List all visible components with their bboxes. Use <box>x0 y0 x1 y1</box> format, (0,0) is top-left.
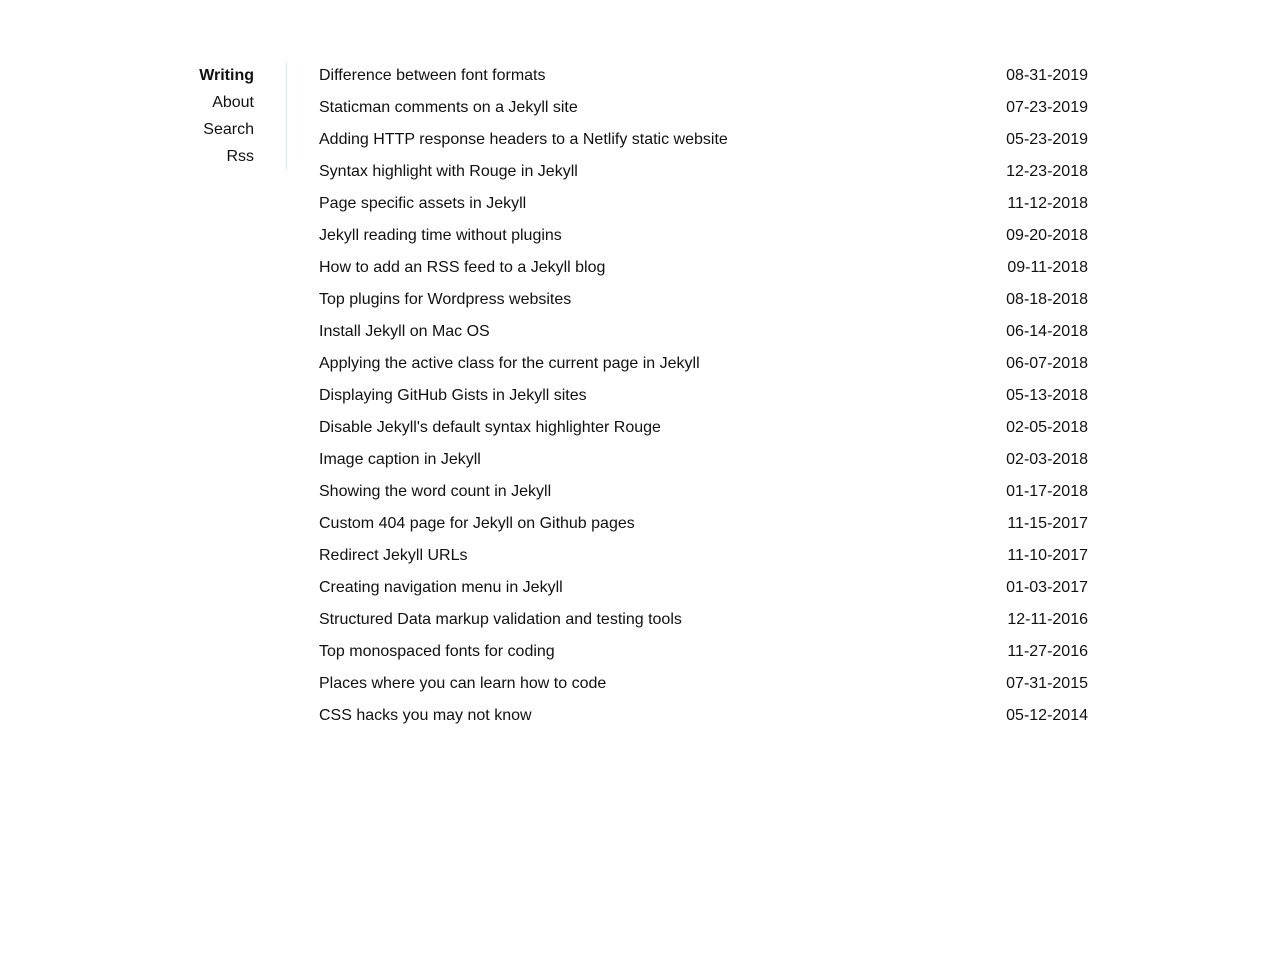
post-row <box>319 284 1088 316</box>
post-date: 07-23-2019 <box>1006 99 1088 116</box>
post-title-link[interactable]: Difference between font formats <box>319 67 546 84</box>
post-date: 05-12-2014 <box>1006 707 1088 724</box>
post-row <box>319 156 1088 188</box>
post-date: 02-05-2018 <box>1006 419 1088 436</box>
post-date: 06-07-2018 <box>1006 355 1088 372</box>
post-title-link[interactable]: Redirect Jekyll URLs <box>319 547 468 564</box>
post-list <box>287 60 1088 732</box>
post-date: 09-20-2018 <box>1006 227 1088 244</box>
post-date: 11-10-2017 <box>1007 547 1088 564</box>
post-title-link[interactable]: Displaying GitHub Gists in Jekyll sites <box>319 387 587 404</box>
post-date: 06-14-2018 <box>1006 323 1088 340</box>
post-title-link[interactable]: Places where you can learn how to code <box>319 675 607 692</box>
post-date: 09-11-2018 <box>1007 259 1088 276</box>
post-title-link[interactable]: Install Jekyll on Mac OS <box>319 323 490 340</box>
post-title-link[interactable]: Applying the active class for the current page in Jekyll <box>319 355 700 372</box>
post-row <box>319 348 1088 380</box>
post-date: 08-18-2018 <box>1006 291 1088 308</box>
sidebar-nav <box>192 62 287 170</box>
post-date: 02-03-2018 <box>1006 451 1088 468</box>
nav-items <box>192 89 254 170</box>
post-row <box>319 444 1088 476</box>
post-row <box>319 92 1088 124</box>
post-row <box>319 668 1088 700</box>
post-title-link[interactable]: Custom 404 page for Jekyll on Github pages <box>319 515 635 532</box>
post-title-link[interactable]: Adding HTTP response headers to a Netlify static website <box>319 131 728 148</box>
post-date: 05-13-2018 <box>1006 387 1088 404</box>
post-row <box>319 476 1088 508</box>
post-date: 11-27-2016 <box>1007 643 1088 660</box>
post-row <box>319 220 1088 252</box>
post-title-link[interactable]: Structured Data markup validation and testing tools <box>319 611 682 628</box>
post-date: 11-15-2017 <box>1007 515 1088 532</box>
post-title-link[interactable]: Page specific assets in Jekyll <box>319 195 527 212</box>
post-row <box>319 572 1088 604</box>
post-date: 12-23-2018 <box>1006 163 1088 180</box>
post-row <box>319 700 1088 732</box>
nav-item-writing[interactable]: Writing <box>199 67 254 84</box>
post-row <box>319 412 1088 444</box>
post-row <box>319 252 1088 284</box>
nav-item-rss[interactable]: Rss <box>226 148 254 165</box>
post-row <box>319 636 1088 668</box>
post-title-link[interactable]: Disable Jekyll's default syntax highlighter Rouge <box>319 419 661 436</box>
post-title-link[interactable]: Creating navigation menu in Jekyll <box>319 579 563 596</box>
post-row <box>319 508 1088 540</box>
post-date: 01-17-2018 <box>1006 483 1088 500</box>
post-date: 12-11-2016 <box>1007 611 1088 628</box>
post-row <box>319 60 1088 92</box>
post-date: 11-12-2018 <box>1007 195 1088 212</box>
post-date: 08-31-2019 <box>1006 67 1088 84</box>
post-row <box>319 380 1088 412</box>
post-title-link[interactable]: Staticman comments on a Jekyll site <box>319 99 578 116</box>
post-date: 07-31-2015 <box>1006 675 1088 692</box>
post-title-link[interactable]: Top plugins for Wordpress websites <box>319 291 572 308</box>
post-title-link[interactable]: Top monospaced fonts for coding <box>319 643 555 660</box>
post-title-link[interactable]: Showing the word count in Jekyll <box>319 483 552 500</box>
post-date: 05-23-2019 <box>1006 131 1088 148</box>
nav-item-search[interactable]: Search <box>203 121 254 138</box>
post-row <box>319 540 1088 572</box>
post-date: 01-03-2017 <box>1006 579 1088 596</box>
post-row <box>319 124 1088 156</box>
post-title-link[interactable]: Syntax highlight with Rouge in Jekyll <box>319 163 578 180</box>
post-title-link[interactable]: CSS hacks you may not know <box>319 707 532 724</box>
post-title-link[interactable]: How to add an RSS feed to a Jekyll blog <box>319 259 606 276</box>
post-row <box>319 316 1088 348</box>
post-row <box>319 188 1088 220</box>
nav-item-about[interactable]: About <box>212 94 254 111</box>
post-row <box>319 604 1088 636</box>
post-title-link[interactable]: Image caption in Jekyll <box>319 451 481 468</box>
content-container <box>192 0 1088 732</box>
post-title-link[interactable]: Jekyll reading time without plugins <box>319 227 562 244</box>
